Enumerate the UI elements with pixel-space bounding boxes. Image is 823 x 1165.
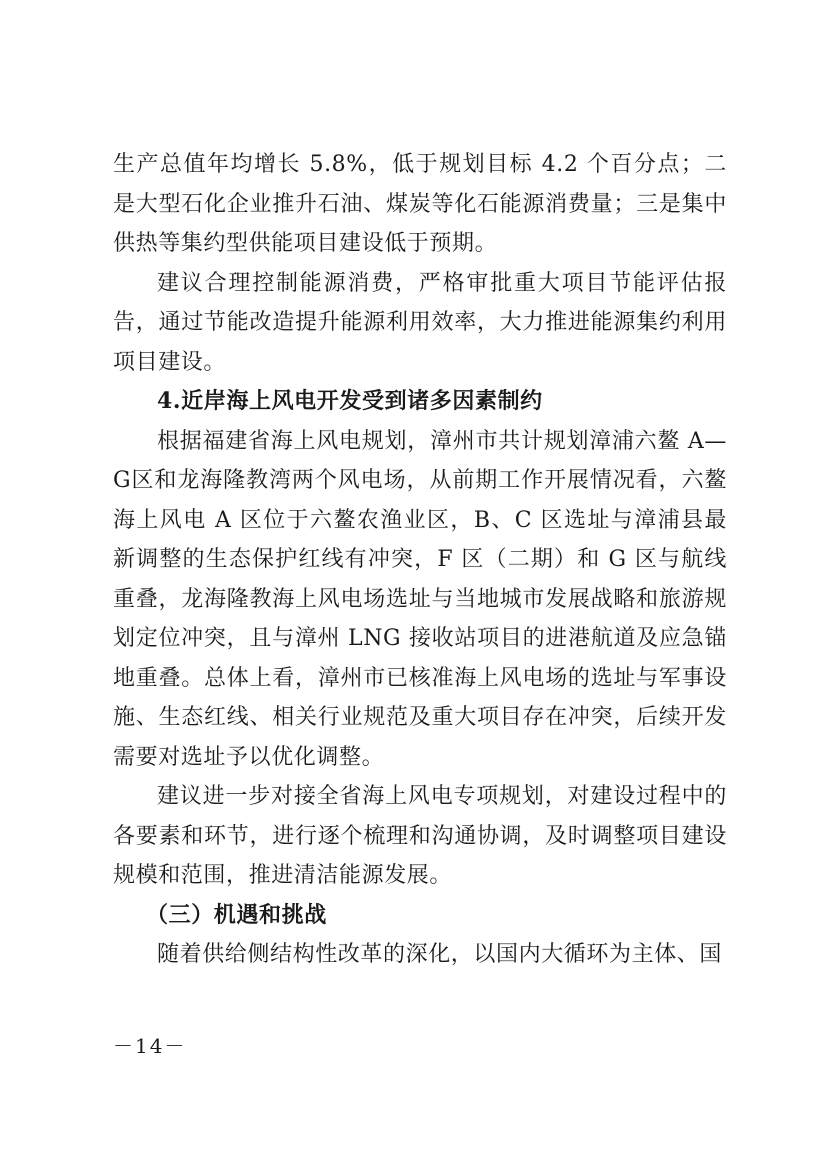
paragraph-energy-consumption-causes: 生产总值年均增长 5.8%，低于规划目标 4.2 个百分点；二是大型石化企业推升石油、煤炭等化石能源消费量；三是集中供热等集约型供能项目建设低于预期。 <box>113 152 727 256</box>
document-body <box>113 145 727 975</box>
paragraph-opportunities-intro: 随着供给侧结构性改革的深化，以国内大循环为主体、国 <box>157 942 723 967</box>
paragraph-offshore-wind-recommendation: 建议进一步对接全省海上风电专项规划，对建设过程中的各要素和环节，进行逐个梳理和沟通协调，及时调整项目建设规模和范围，推进清洁能源发展。 <box>113 784 727 888</box>
section-heading-opportunities-challenges: （三）机遇和挑战 <box>146 901 327 928</box>
page-number: －14－ <box>113 1034 187 1058</box>
section-heading-offshore-wind: 4.近岸海上风电开发受到诸多因素制约 <box>157 388 543 414</box>
paragraph-offshore-wind-constraints: 根据福建省海上风电规划，漳州市共计规划漳浦六鳌 A—G区和龙海隆教湾两个风电场，从前期工作开展情况看，六鳌海上风电 A 区位于六鳌农渔业区，B、C 区选址与漳浦县最新调整的生态保护红线有冲突，F 区（二期）和 G 区与航线重叠，龙海隆教海上风电场选址与当地城市发展战略和旅游规划定位冲突，且与漳州 LNG 接收站项目的进港航道及应急锚地重叠。总体上看，漳州市已核准海上风电场的选址与军事设施、生态红线、相关行业规范及重大项目存在冲突，后续开发需要对选址予以优化调整。 <box>113 428 727 770</box>
paragraph-energy-recommendation: 建议合理控制能源消费，严格审批重大项目节能评估报告，通过节能改造提升能源利用效率，大力推进能源集约利用项目建设。 <box>113 270 727 375</box>
